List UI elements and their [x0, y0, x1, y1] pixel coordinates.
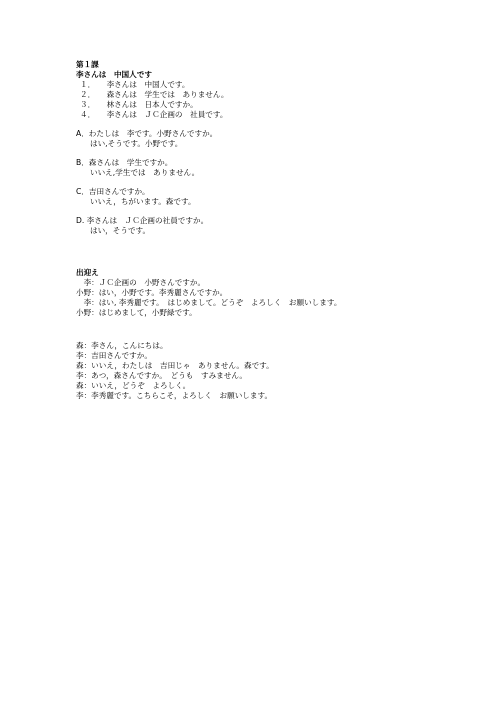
dialog-line: 小野：はじめまして，小野緑です。	[76, 308, 197, 317]
dialog-c	[76, 187, 476, 207]
dialog-line: 小野：はい，小野です。李秀麗さんですか。	[76, 288, 228, 297]
pattern-line: ４． 李さんは ＪＣ企画の 社員です。	[80, 110, 228, 119]
dialog-answer: はい，そうです。	[90, 226, 151, 235]
lesson-title: 第１課	[76, 60, 99, 69]
dialog-answer: いいえ，ちがいます。森です。	[90, 197, 196, 206]
dialog-line: 森：李さん，こんにちは。	[76, 341, 168, 350]
dialog-d	[76, 216, 476, 236]
pattern-line: １． 李さんは 中国人です。	[80, 80, 190, 89]
section-title: 出迎え	[76, 268, 99, 277]
dialog-line: 李：ＪＣ企画の 小野さんですか。	[76, 278, 206, 287]
dialog-line: 李：李秀麗です。こちらこそ，よろしく お願いします。	[76, 391, 273, 400]
sentence-patterns	[76, 80, 476, 120]
dialog-a	[76, 129, 476, 149]
dialog-question: A．わたしは 李です。小野さんですか。	[76, 129, 218, 138]
pattern-line: ３． 林さんは 日本人ですか。	[80, 100, 198, 109]
dialog-line: 李：あつ，森さんですか。 どうも すみません。	[76, 371, 248, 380]
dialog-line: 李：吉田さんですか。	[76, 351, 152, 360]
dialog-line: 李：はい, 李秀麗です。 はじめまして。どうぞ よろしく お願いします。	[76, 298, 342, 307]
conversation-section	[76, 341, 476, 401]
pattern-line: ２． 森さんは 学生では ありません。	[80, 90, 229, 99]
dialog-question: B．森さんは 学生ですか。	[76, 158, 173, 167]
lesson-subtitle: 李さんは 中国人です	[76, 70, 152, 79]
dialog-line: 森：いいえ，どうぞ よろしく。	[76, 381, 191, 390]
dialog-b	[76, 158, 476, 178]
dialog-answer: いいえ,学生では ありません。	[90, 168, 200, 177]
document-page	[76, 60, 476, 401]
demukae-section	[76, 268, 476, 318]
dialog-question: D. 李さんは ＪＣ企画の社員ですか。	[76, 216, 209, 225]
dialog-line: 森：いいえ，わたしは 吉田じゃ ありません。森です。	[76, 361, 274, 370]
dialog-answer: はい,そうです。小野です。	[90, 139, 183, 148]
dialog-question: C．吉田さんですか。	[76, 187, 150, 196]
